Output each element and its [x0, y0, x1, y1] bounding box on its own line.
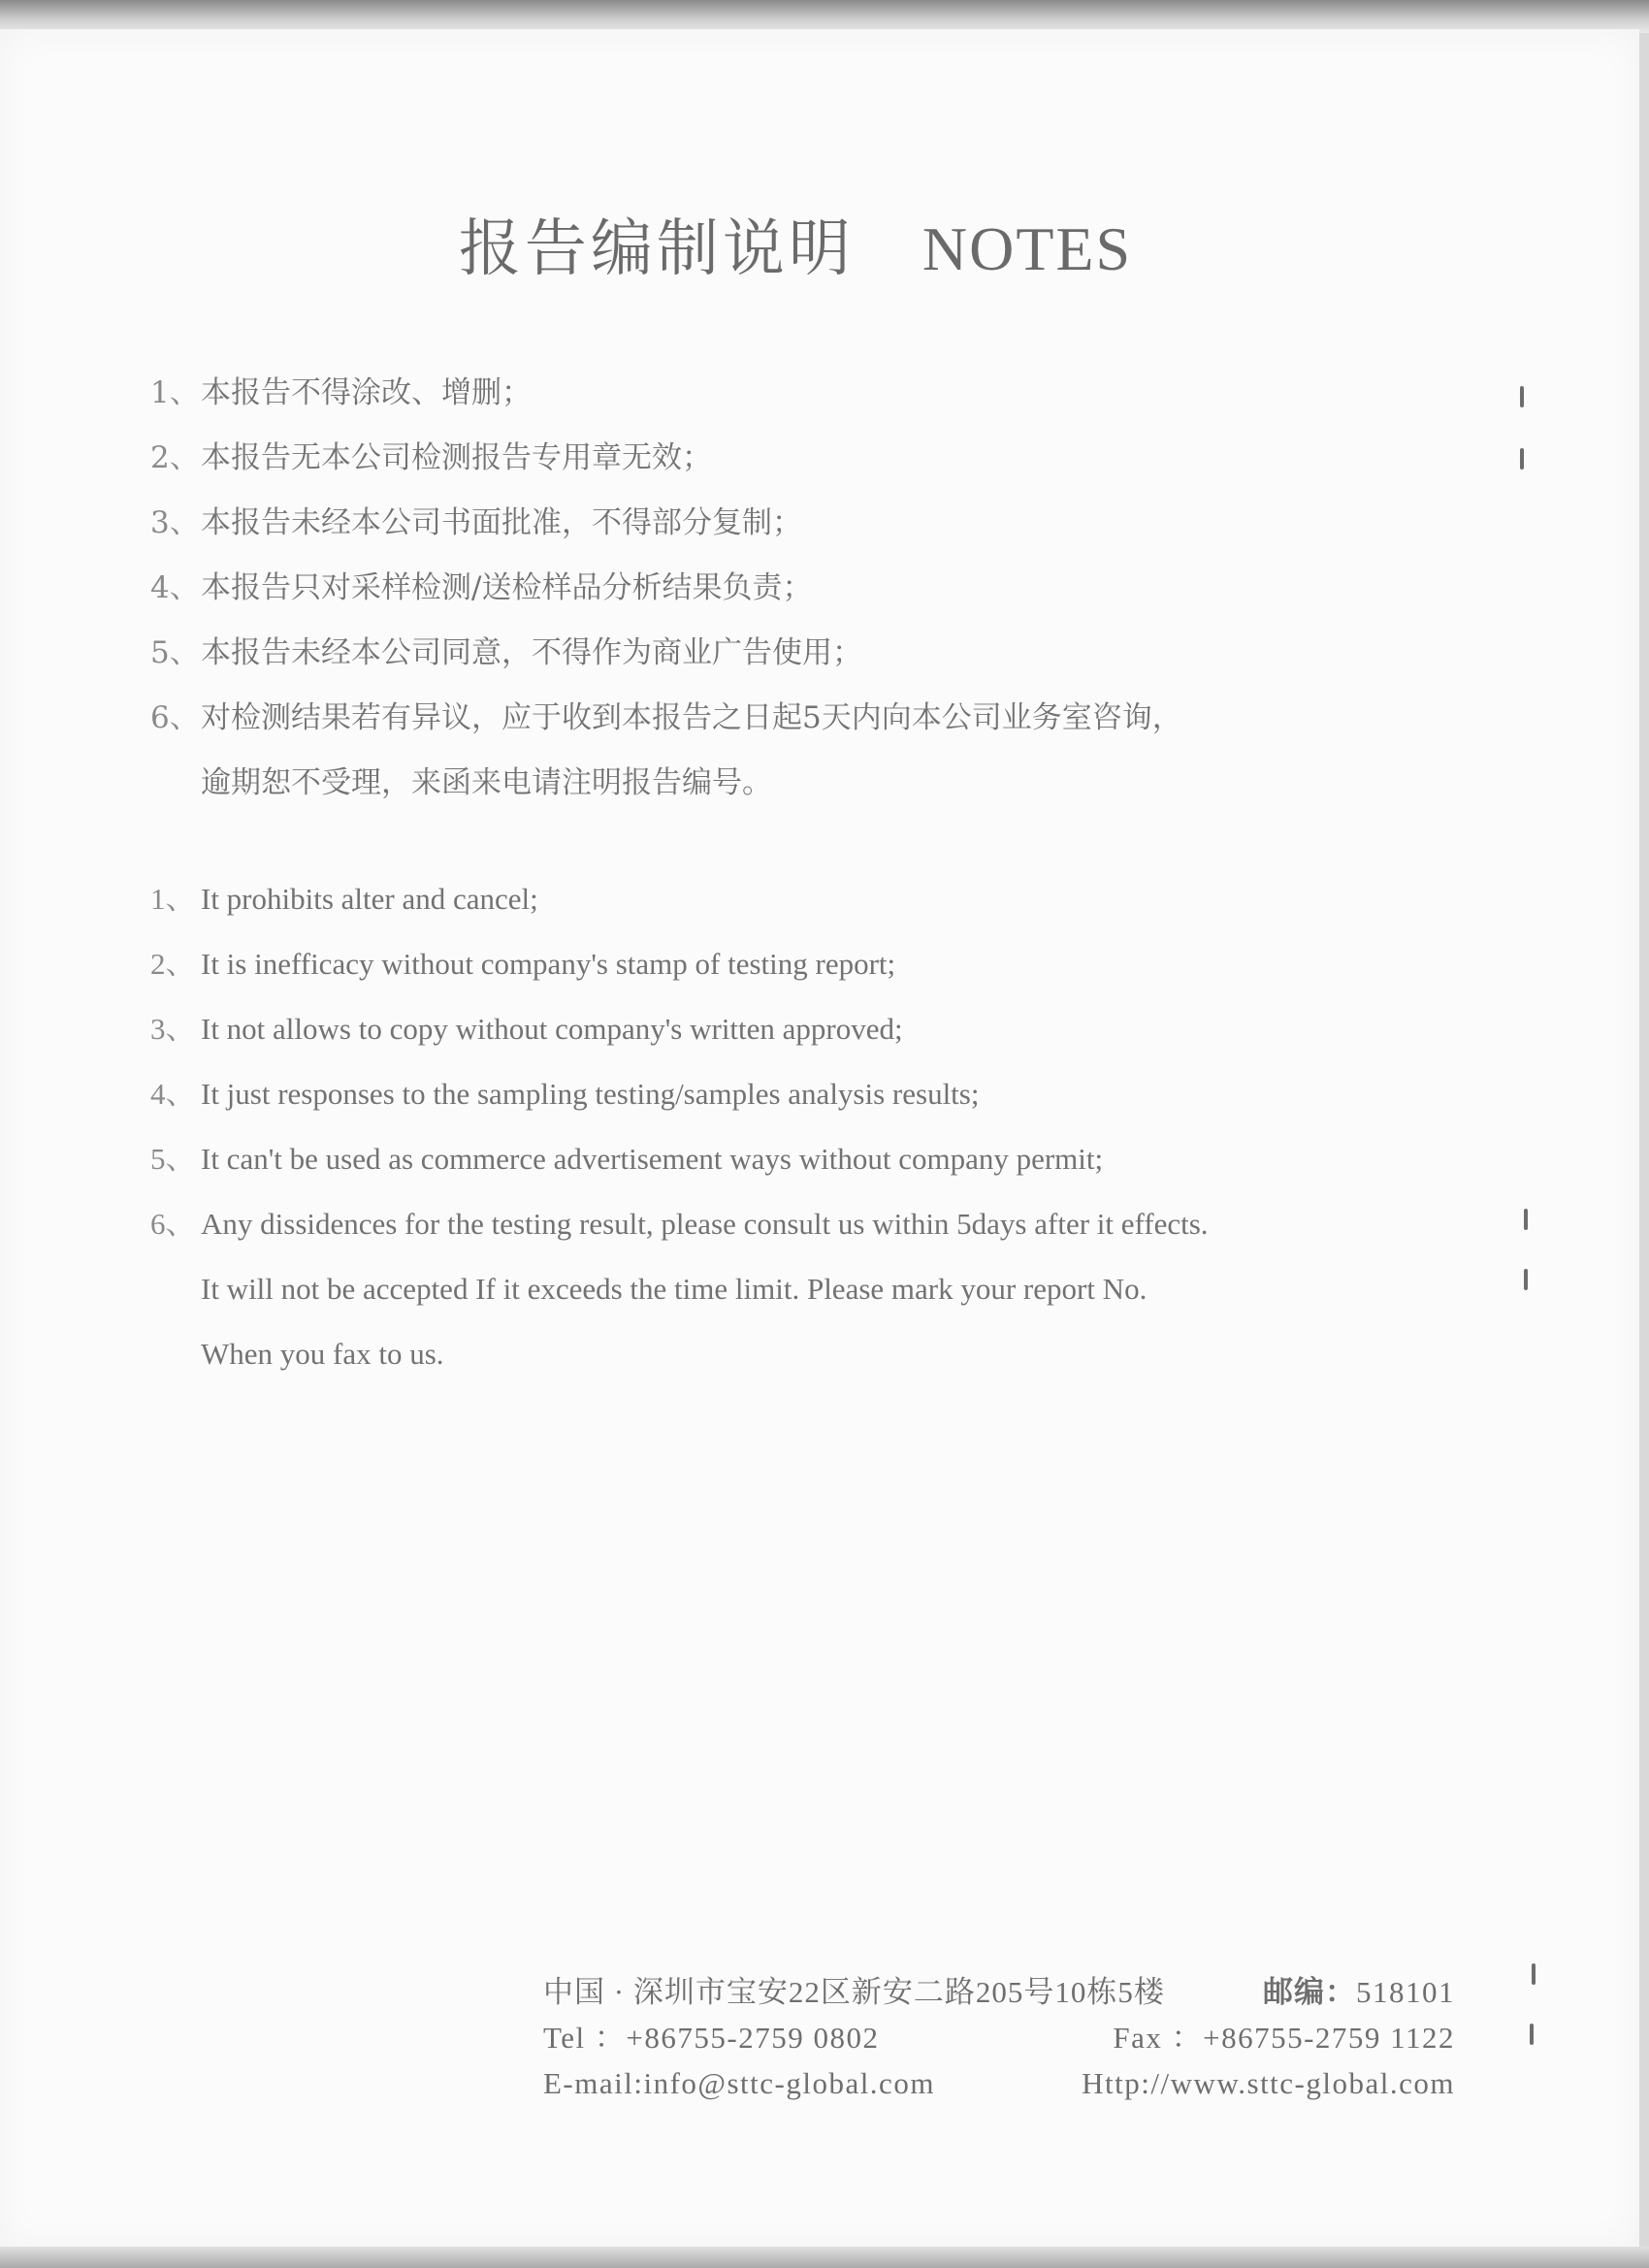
postal-code-group [1263, 1969, 1455, 2015]
note-number: 3、 [150, 505, 200, 540]
scan-top-edge [0, 0, 1649, 33]
note-text: 本报告不得涂改、增删； [201, 375, 532, 410]
note-number: 3、 [150, 1012, 196, 1046]
note-number: 5、 [150, 635, 200, 670]
note-cn-continuation [150, 751, 1431, 816]
note-cn-item [150, 491, 1431, 556]
note-text: It can't be used as commerce advertisement ways without company permit; [201, 1142, 1104, 1176]
note-text: 本报告未经本公司书面批准，不得部分复制； [201, 505, 802, 540]
note-number: 4、 [150, 1077, 196, 1111]
title-english: NOTES [922, 214, 1133, 283]
notes-chinese-list [150, 361, 1431, 816]
note-text: 本报告只对采样检测/送检样品分析结果负责； [201, 570, 813, 605]
note-number: 1、 [150, 375, 200, 410]
footer-web-row [543, 2060, 1455, 2106]
website-url: Http://www.sttc-global.com [1082, 2066, 1455, 2100]
note-en-continuation [150, 1321, 1431, 1386]
note-number: 4、 [150, 570, 200, 605]
note-text: It prohibits alter and cancel; [201, 882, 538, 916]
note-text: Any dissidences for the testing result, please consult us within 5days after it effects. [201, 1207, 1209, 1241]
note-number: 1、 [150, 882, 196, 916]
note-text: 对检测结果若有异议，应于收到本报告之日起5天内向本公司业务室咨询， [201, 700, 1182, 735]
footer-address-row [543, 1969, 1455, 2015]
note-text: It will not be accepted If it exceeds the time limit. Please mark your report No. [201, 1272, 1148, 1306]
note-cn-item [150, 686, 1431, 751]
fax-number: Fax ：+86755-2759 1122 [1113, 2021, 1455, 2055]
title-chinese: 报告编制说明 [458, 213, 855, 285]
telephone: Tel ：+86755-2759 0802 [543, 2021, 880, 2055]
postal-code: 518101 [1356, 1975, 1455, 2009]
note-number: 2、 [150, 947, 196, 981]
note-en-item [150, 931, 1431, 996]
note-en-item [150, 996, 1431, 1061]
note-text: When you fax to us. [201, 1337, 444, 1371]
note-cn-item [150, 556, 1431, 621]
note-en-item [150, 866, 1431, 931]
note-text: It is inefficacy without company's stamp of testing report; [201, 947, 896, 981]
notes-english-list [150, 866, 1431, 1386]
note-number: 5、 [150, 1142, 196, 1176]
note-text: It not allows to copy without company's written approved; [201, 1012, 903, 1046]
binding-hole-mark [1520, 448, 1524, 470]
note-text: 逾期恕不受理，来函来电请注明报告编号。 [201, 765, 772, 800]
scan-bottom-edge [0, 2247, 1649, 2268]
binding-hole-mark [1524, 1209, 1528, 1230]
note-text: 本报告未经本公司同意，不得作为商业广告使用； [201, 635, 862, 670]
binding-hole-mark [1530, 2024, 1534, 2045]
contact-footer [543, 1969, 1455, 2106]
note-en-item [150, 1126, 1431, 1191]
note-en-item [150, 1061, 1431, 1126]
company-address: 中国 · 深圳市宝安22区新安二路205号10栋5楼 [543, 1975, 1165, 2009]
note-number: 6、 [150, 700, 200, 735]
binding-hole-mark [1520, 386, 1524, 407]
footer-phone-row [543, 2015, 1455, 2060]
binding-hole-mark [1524, 1269, 1528, 1290]
email-address: E-mail:info@sttc-global.com [543, 2066, 935, 2100]
binding-hole-mark [1532, 1963, 1536, 1985]
note-text: It just responses to the sampling testing/samples analysis results; [201, 1077, 980, 1111]
note-number: 2、 [150, 440, 200, 475]
note-en-continuation [150, 1256, 1431, 1321]
postal-code-label: 邮编： [1263, 1975, 1356, 2009]
note-cn-item [150, 361, 1431, 426]
note-number: 6、 [150, 1207, 196, 1241]
note-cn-item [150, 621, 1431, 686]
note-cn-item [150, 426, 1431, 491]
note-en-item [150, 1191, 1431, 1256]
note-text: 本报告无本公司检测报告专用章无效； [201, 440, 712, 475]
page-title [0, 199, 1591, 288]
